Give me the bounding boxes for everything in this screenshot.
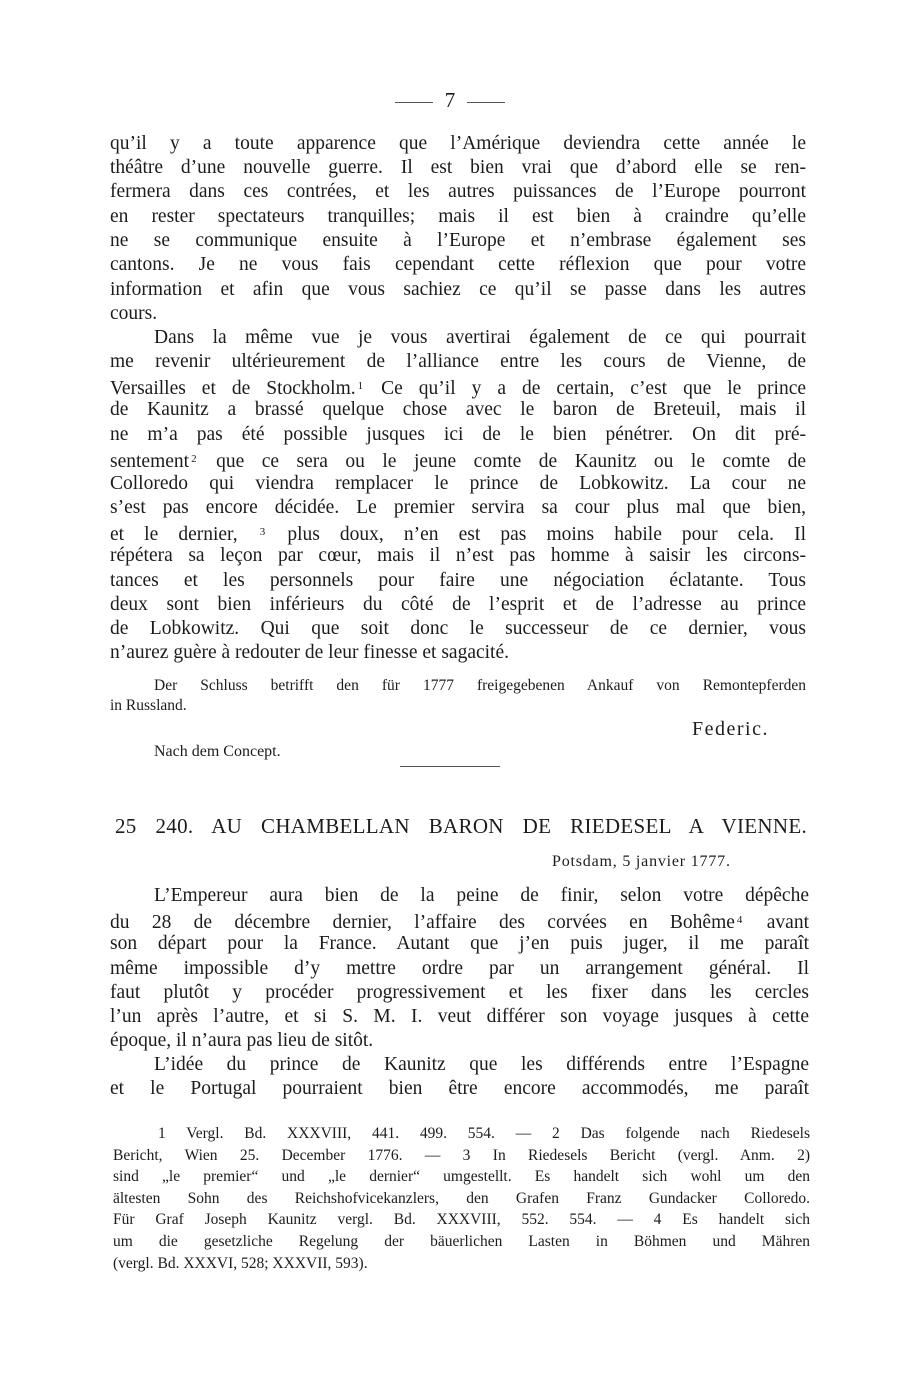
body-line: faut plutôt y procéder progressivement et les fixer dans les cercles [110,982,809,1003]
footnote-line: um die gesetzliche Regelung der bäuerlichen Lasten in Böhmen und Mähren [113,1233,810,1250]
body-line: L’idée du prince de Kaunitz que les différends entre l’Espagne [154,1054,809,1075]
body-text: que ce sera ou le jeune comte de Kaunitz ou le comte de [216,451,807,472]
body-line: l’un après l’autre, et si S. M. I. veut différer son voyage jusques à cette [110,1006,809,1027]
body-line: de Kaunitz a brassé quelque chose avec le baron de Breteuil, mais il [110,399,806,420]
body-line: Dans la même vue je vous avertirai également de ce qui pourrait [154,327,806,348]
body-text: plus doux, n’en est pas moins habile pour cela. Il [287,524,807,545]
body-line-with-ref [110,447,806,474]
body-line: deux sont bien inférieurs du côté de l’esprit et de l’adresse au prince [110,594,806,615]
dateline: Potsdam, 5 janvier 1777. [552,853,731,870]
body-line: ne m’a pas été possible jusques ici de le bien pénétrer. On dit pré- [110,424,806,445]
separator-rule [400,766,500,767]
page-number-text: 7 [444,88,456,112]
footnote-ref: 2 [191,453,197,465]
letter-heading: 25 240. AU CHAMBELLAN BARON DE RIEDESEL A VIENNE. [115,814,807,838]
footnote-ref: 4 [736,914,743,926]
body-line: même impossible d’y mettre ordre par un arrangement général. Il [110,958,809,979]
editorial-note: Der Schluss betrifft den für 1777 freigegebenen Ankauf von Remontepferden [154,677,806,694]
body-line-with-ref [110,908,809,935]
body-line-with-ref [110,520,806,547]
body-line: et le Portugal pourraient bien être encore accommodés, me paraît [110,1078,809,1099]
footnote-line: Bericht, Wien 25. December 1776. — 3 In Riedesels Bericht (vergl. Anm. 2) [113,1147,810,1164]
body-line: n’aurez guère à redouter de leur finesse et sagacité. [110,642,509,663]
body-line-with-ref [110,374,806,401]
body-text: Ce qu’il y a de certain, c’est que le prince [381,378,807,399]
body-line: cours. [110,303,158,324]
footnote-line: Für Graf Joseph Kaunitz vergl. Bd. XXXVIII, 552. 554. — 4 Es handelt sich [113,1211,810,1228]
body-line: époque, il n’aura pas lieu de sitôt. [110,1030,374,1051]
body-text: du 28 de décembre dernier, l’affaire des corvées en Bohême [110,912,735,933]
source-note: Nach dem Concept. [154,743,281,760]
body-line: me revenir ultérieurement de l’alliance entre les cours de Vienne, de [110,351,806,372]
body-line: s’est pas encore décidée. Le premier servira sa cour plus mal que bien, [110,497,806,518]
page-number-rule-left [395,102,433,103]
body-line: de Lobkowitz. Qui que soit donc le successeur de ce dernier, vous [110,618,806,639]
footnote-ref: 3 [259,526,266,538]
page-number-rule-right [467,102,505,103]
body-line: qu’il y a toute apparence que l’Amérique deviendra cette année le [110,133,806,154]
body-line: son départ pour la France. Autant que j’en puis juger, il me paraît [110,933,809,954]
signature: Federic. [692,718,769,740]
body-line: ne se communique ensuite à l’Europe et n’embrase également ses [110,230,806,251]
body-line: information et afin que vous sachiez ce qu’il se passe dans les autres [110,279,806,300]
footnote-line: 1 Vergl. Bd. XXXVIII, 441. 499. 554. — 2 Das folgende nach Riedesels [158,1125,810,1142]
body-line: théâtre d’une nouvelle guerre. Il est bien vrai que d’abord elle se ren- [110,157,806,178]
body-line: en rester spectateurs tranquilles; mais il est bien à craindre qu’elle [110,206,806,227]
body-line: L’Empereur aura bien de la peine de finir, selon votre dépêche [154,885,809,906]
body-line: cantons. Je ne vous fais cependant cette réflexion que pour votre [110,254,806,275]
body-line: répétera sa leçon par cœur, mais il n’est pas homme à saisir les circons- [110,545,806,566]
body-line: fermera dans ces contrées, et les autres puissances de l’Europe pourront [110,181,806,202]
footnote-ref: 1 [357,380,364,392]
body-line: tances et les personnels pour faire une négociation éclatante. Tous [110,570,806,591]
body-text: et le dernier, [110,524,238,545]
body-text: sentement [110,451,190,472]
footnote-line: (vergl. Bd. XXXVI, 528; XXXVII, 593). [113,1255,368,1272]
footnote-line: sind „le premier“ und „le dernier“ umgestellt. Es handelt sich wohl um den [113,1168,810,1185]
page-number [0,88,900,113]
editorial-note: in Russland. [110,697,187,714]
footnote-line: ältesten Sohn des Reichshofvicekanzlers, den Grafen Franz Gundacker Colloredo. [113,1190,810,1207]
body-text: avant [766,912,809,933]
body-line: Colloredo qui viendra remplacer le prince de Lobkowitz. La cour ne [110,473,806,494]
body-text: Versailles et de Stockholm. [110,378,356,399]
